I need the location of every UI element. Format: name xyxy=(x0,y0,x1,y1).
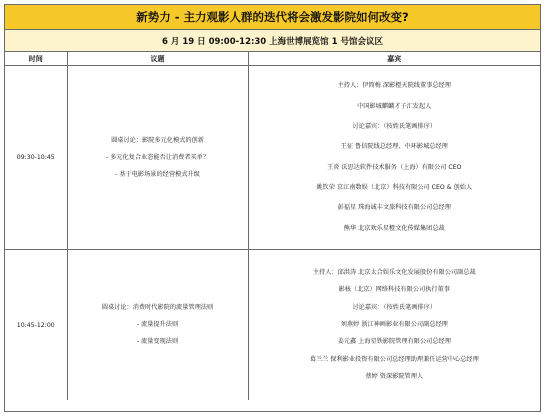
table-row xyxy=(5,250,540,401)
event-date-location: 6 月 19 日 09:00-12:30 上海世博展览馆 1 号馆会议区 xyxy=(5,30,540,52)
session-time: 09:30-10:45 xyxy=(5,66,67,250)
session-topic xyxy=(67,66,248,250)
session-topic xyxy=(67,250,248,401)
agenda-table xyxy=(5,52,540,400)
guest-line: 姚钦荣 京江南数娱（北京）科技有限公司 CEO & 创始人 xyxy=(316,184,473,192)
header-time: 时间 xyxy=(5,52,67,66)
topic-line: 圆桌讨论：消费时代影院的流量管理法则 xyxy=(101,304,214,311)
guest-line: 讨论嘉宾：（按姓氏笔画排序） xyxy=(352,303,437,311)
schedule-frame xyxy=(4,4,541,412)
guest-line: 讨论嘉宾：（按姓氏笔画排序） xyxy=(352,122,437,130)
guest-line: 熊华 北京欢乐星橙文化传媒集团总裁 xyxy=(343,224,445,232)
guest-line: 主持人：邱洪涛 北京太合娱乐文化发展股份有限公司副总裁 xyxy=(312,268,476,276)
guest-line: 中国影城麒麟才子汇发起人 xyxy=(357,102,432,110)
guest-line: 影核（北京）网络科技有限公司执行董事 xyxy=(338,286,450,294)
guest-line: 王征 鲁信院线总经理、中环影城总经理 xyxy=(340,143,448,151)
page-title: 新势力 - 主力观影人群的迭代将会激发影院如何改变? xyxy=(5,5,540,30)
guest-line: 刘燕婷 浙江神画影业有限公司副总经理 xyxy=(340,321,448,328)
guest-line: 葛兰兰 保利影业投资有限公司总经理助理兼任运营中心总经理 xyxy=(309,355,479,363)
guest-line: 王炎 沃思达软件技术服务（上海）有限公司 CEO xyxy=(326,163,462,171)
session-time: 10:45-12:00 xyxy=(5,250,67,401)
header-guests: 嘉宾 xyxy=(248,52,540,66)
header-topic: 议题 xyxy=(67,52,248,66)
topic-line: - 流量提升法则 xyxy=(136,321,179,328)
guest-line: 彭福星 珠海诚丰文旅科技有限公司总经理 xyxy=(337,204,451,212)
table-row xyxy=(5,66,540,250)
topic-line: 圆桌讨论：影院多元化模式的创新 xyxy=(111,136,204,144)
guest-line: 主持人：伊简梅 深影橙天院线董事总经理 xyxy=(337,82,451,90)
table-header-row xyxy=(5,52,540,66)
guest-line: 姜元鑫 上海星铁影院管理有限公司总经理 xyxy=(337,338,451,346)
topic-line: - 多元化复合业态能否让消费者买单？ xyxy=(105,153,210,161)
topic-line: - 基于电影场景的经营模式升级 xyxy=(115,170,200,178)
topic-line: - 流量变现法则 xyxy=(136,338,179,345)
guest-line: 蔡婷 资深影院管理人 xyxy=(365,373,424,381)
session-guests xyxy=(248,250,540,401)
session-guests xyxy=(248,66,540,250)
